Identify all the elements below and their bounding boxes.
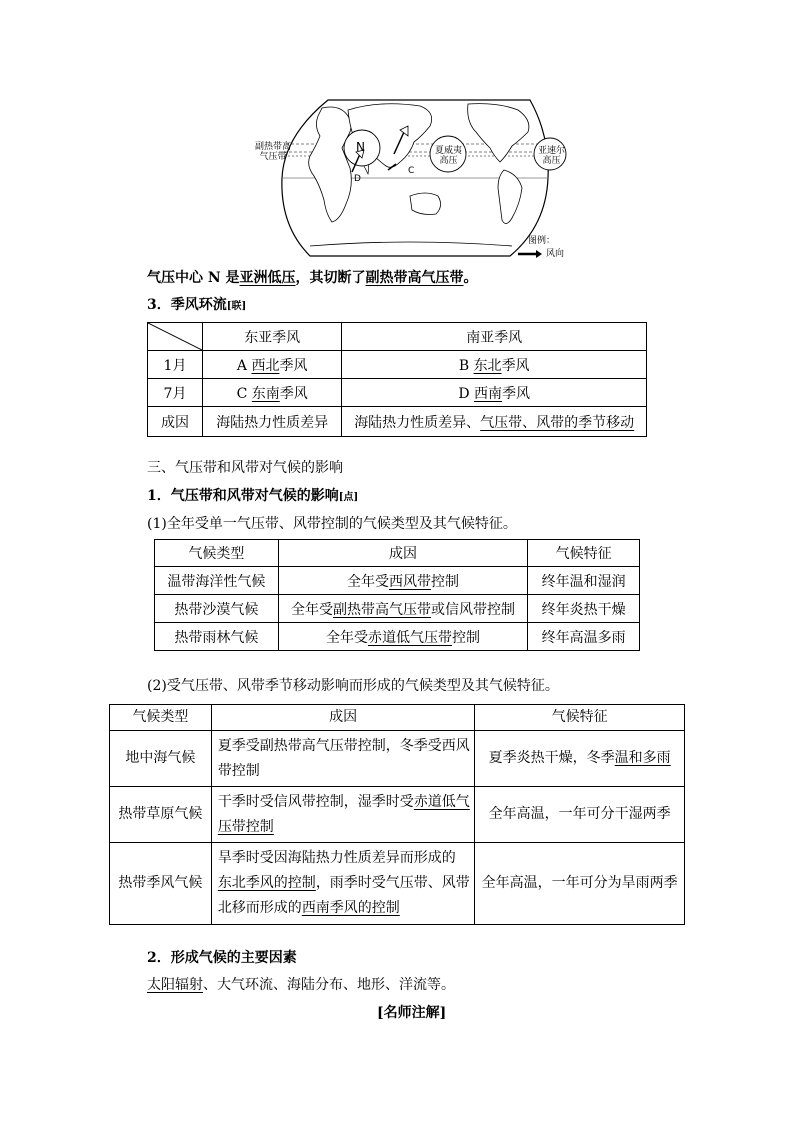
climate-type-cell: 热带季风气候 xyxy=(110,843,212,925)
monsoon-corner-cell xyxy=(148,323,203,351)
climate-cause-cell xyxy=(211,787,475,843)
jul-ea-prefix: C xyxy=(236,385,252,402)
climate-type-cell: 热带沙漠气候 xyxy=(155,595,279,623)
cause-line-2: 带控制 xyxy=(217,762,260,779)
jul-sa-prefix: D xyxy=(458,385,475,402)
sub1-title xyxy=(147,486,358,508)
cause-line-2 xyxy=(218,871,475,896)
monsoon-header-row xyxy=(148,323,647,351)
cause-post: 或信风带控制 xyxy=(430,601,515,618)
sub2-items-underlined: 太阳辐射 xyxy=(147,977,203,993)
climate-table-seasonal xyxy=(109,704,685,925)
table2-header-type: 气候类型 xyxy=(110,705,212,731)
cause-line-1 xyxy=(218,790,475,815)
caption-suffix: 。 xyxy=(463,270,478,286)
climate-cause-cell xyxy=(211,731,475,787)
cause-underlined: 西风带 xyxy=(388,573,431,590)
caption-prefix: 气压中心 N 是 xyxy=(147,270,240,286)
arrow-c-label: C xyxy=(408,166,415,176)
sub1-1-title: (1)全年受单一气压带、风带控制的气候类型及其气候特征。 xyxy=(147,516,517,532)
table-row xyxy=(110,787,685,843)
monsoon-row-jul xyxy=(148,379,647,407)
jan-sa-direction: 东北 xyxy=(473,357,502,374)
header-south-asia: 南亚季风 xyxy=(342,323,647,351)
table-row xyxy=(110,731,685,787)
jul-ea-direction: 东南 xyxy=(251,385,280,402)
climate-feature-cell: 终年高温多雨 xyxy=(528,623,640,651)
cause-l2-underlined: 东北季风的控制 xyxy=(217,875,316,891)
pressure-center-n-label: N xyxy=(356,140,365,154)
jan-ea-prefix: A xyxy=(236,357,252,374)
climate-feature-cell: 全年高温，一年可分干湿两季 xyxy=(475,787,685,843)
jul-sa-direction: 西南 xyxy=(474,385,503,402)
table1-header-feature: 气候特征 xyxy=(528,540,640,567)
legend-title: 图例： xyxy=(528,236,556,246)
cause-l1-underlined: 赤道低气 xyxy=(413,793,470,810)
cell-jul-east-asia xyxy=(203,379,342,407)
jul-sa-suffix: 季风 xyxy=(502,385,531,402)
section3-title xyxy=(147,295,246,317)
section3-title-text: 3．季风环流 xyxy=(147,297,227,313)
jan-ea-suffix: 季风 xyxy=(279,357,308,374)
climate-feature-cell: 全年高温，一年可分为旱雨两季 xyxy=(475,843,685,925)
row-label-jul: 7月 xyxy=(148,379,203,407)
table2-header-feature: 气候特征 xyxy=(475,705,685,731)
monsoon-table xyxy=(147,322,647,437)
cause-l3-pre: 北移而形成的 xyxy=(217,900,302,916)
feature-underlined: 温和多雨 xyxy=(614,750,671,766)
cell-jan-south-asia xyxy=(342,351,647,379)
climate-cause-cell xyxy=(278,623,527,651)
cause-line-3 xyxy=(218,896,475,921)
cause-line-2 xyxy=(218,815,475,840)
section-three-title: 三、气压带和风带对气候的影响 xyxy=(147,460,343,476)
climate-cause-cell xyxy=(211,843,475,925)
climate-feature-cell: 终年温和湿润 xyxy=(528,567,640,595)
world-map-figure xyxy=(250,96,580,261)
sub1-title-text: 1．气压带和风带对气候的影响 xyxy=(147,488,339,504)
cell-jan-east-asia xyxy=(203,351,342,379)
jan-sa-suffix: 季风 xyxy=(501,357,530,374)
row-label-cause: 成因 xyxy=(148,407,203,437)
climate-type-cell: 热带雨林气候 xyxy=(155,623,279,651)
header-east-asia: 东亚季风 xyxy=(203,323,342,351)
cause-l1-pre: 干季时受信风带控制，湿季时受 xyxy=(217,793,414,810)
cause-underlined: 赤道低气压带 xyxy=(367,629,452,646)
climate-cause-cell xyxy=(278,567,527,595)
hawaii-high-label: 夏威夷 高压 xyxy=(435,146,463,166)
sub1-2-title: (2)受气压带、风带季节移动影响而形成的气候类型及其气候特征。 xyxy=(147,678,559,694)
cause-line-1: 旱季时受因海陆热力性质差异而形成的 xyxy=(217,850,456,866)
table-row xyxy=(110,843,685,925)
row-label-jan: 1月 xyxy=(148,351,203,379)
climate-feature-cell xyxy=(475,731,685,787)
cause-underlined: 副热带高气压带 xyxy=(332,601,431,618)
table-row xyxy=(155,595,640,623)
cause-sa-prefix: 海陆热力性质差异、 xyxy=(354,414,481,431)
sub2-items-rest: 、大气环流、海陆分布、地形、洋流等。 xyxy=(203,977,455,993)
sub2-items xyxy=(147,975,455,995)
jan-sa-prefix: B xyxy=(458,357,474,374)
table2-header-cause: 成因 xyxy=(211,705,475,731)
diagonal-line xyxy=(148,323,202,350)
azores-high-label: 亚速尔 高压 xyxy=(538,146,566,166)
cause-l2-underlined: 压带控制 xyxy=(217,818,274,835)
subtropical-high-label: 副热带高 气压带 xyxy=(255,142,292,162)
monsoon-row-jan xyxy=(148,351,647,379)
climate-type-cell: 温带海洋性气候 xyxy=(155,567,279,595)
caption-subtropical-belt: 副热带高气压带 xyxy=(365,270,464,286)
cause-pre: 全年受 xyxy=(346,573,389,590)
table1-header-row xyxy=(155,540,640,567)
feature-pre: 夏季炎热干燥，冬季 xyxy=(488,750,615,766)
caption-asia-low: 亚洲低压 xyxy=(239,270,296,286)
cause-sa-underlined: 气压带、风带的季节移动 xyxy=(480,414,635,431)
cause-line-1: 夏季受副热带高气压带控制，冬季受西风 xyxy=(217,737,470,754)
climate-cause-cell xyxy=(278,595,527,623)
jan-ea-direction: 西北 xyxy=(251,357,280,374)
map-caption xyxy=(147,268,478,288)
arrow-d-label: D xyxy=(354,174,361,184)
section3-mark: [联] xyxy=(226,301,247,312)
sub2-title: 2．形成气候的主要因素 xyxy=(147,950,297,966)
cause-l2-post: ，雨季时受气压带、风带 xyxy=(315,875,470,891)
table1-header-type: 气候类型 xyxy=(155,540,279,567)
footer-mark: [名师注解] xyxy=(377,1005,447,1021)
climate-type-cell: 地中海气候 xyxy=(110,731,212,787)
cause-post: 控制 xyxy=(451,629,480,646)
cause-l3-underlined: 西南季风的控制 xyxy=(301,900,400,916)
sub1-mark: [点] xyxy=(338,492,359,503)
cell-cause-south-asia xyxy=(342,407,647,437)
legend-wind-label: 风向 xyxy=(546,249,565,259)
table-row xyxy=(155,623,640,651)
climate-type-cell: 热带草原气候 xyxy=(110,787,212,843)
cell-jul-south-asia xyxy=(342,379,647,407)
table1-header-cause: 成因 xyxy=(278,540,527,567)
table2-header-row xyxy=(110,705,685,731)
cause-pre: 全年受 xyxy=(325,629,368,646)
cause-pre: 全年受 xyxy=(290,601,333,618)
cause-post: 控制 xyxy=(430,573,459,590)
climate-feature-cell: 终年炎热干燥 xyxy=(528,595,640,623)
cell-cause-east-asia: 海陆热力性质差异 xyxy=(203,407,342,437)
table-row xyxy=(155,567,640,595)
climate-table-single xyxy=(154,539,640,651)
monsoon-row-cause xyxy=(148,407,647,437)
caption-middle: ，其切断了 xyxy=(295,270,366,286)
jul-ea-suffix: 季风 xyxy=(279,385,308,402)
